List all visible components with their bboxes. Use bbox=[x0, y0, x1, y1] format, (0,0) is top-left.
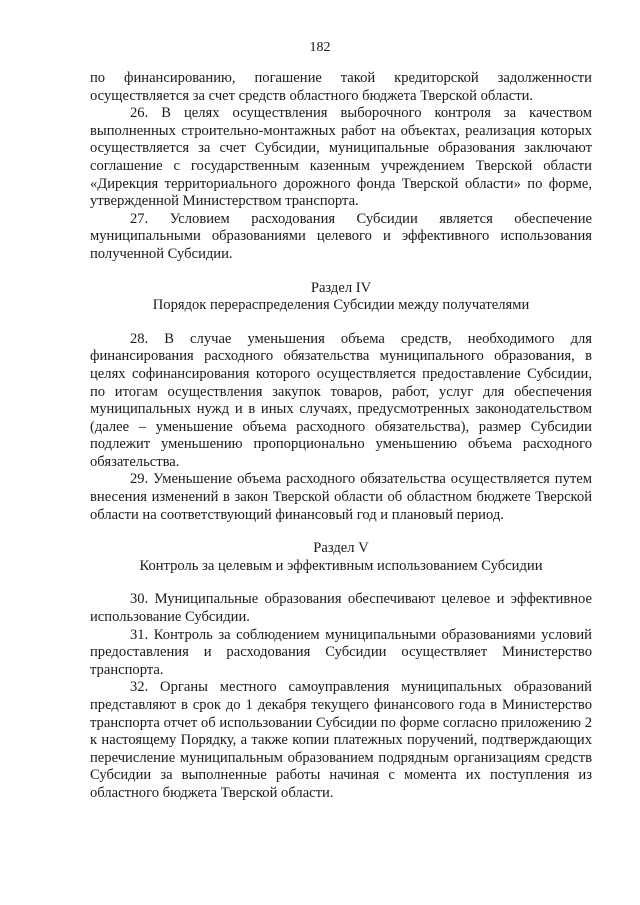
paragraph-28: 28. В случае уменьшения объема средств, необходимого для финансирования расходного обязательства муниципального образования, в целях софинансирования которого осуществляется предоставление Субсидии, по итогам осуществления закупок товаров, работ, услуг для обеспечения муниципальных нужд и в иных случаях, предусмотренных законодательством (далее – уменьшение объема расходного обязательства), размер Субсидии подлежит уменьшению пропорционально уменьшению объема расходного обязательства. bbox=[90, 330, 592, 470]
section-4-header bbox=[90, 280, 592, 315]
paragraph-32: 32. Органы местного самоуправления муниципальных образований представляют в срок до 1 декабря текущего финансового года в Министерство транспорта отчет об использовании Субсидии по форме согласно приложению 2 к настоящему Порядку, а также копии платежных поручений, подтверждающих перечисление муниципальным образованием подрядным организациям средств Субсидии за выполненные работы начиная с момента их поступления из областного бюджета Тверской области. bbox=[90, 679, 592, 801]
section-4-heading: Раздел IV bbox=[310, 279, 372, 296]
paragraph-29: 29. Уменьшение объема расходного обязательства осуществляется путем внесения изменений в закон Тверской области об областном бюджете Тверской области на соответствующий финансовый год и плановый период. bbox=[90, 471, 592, 523]
paragraph-26: 26. В целях осуществления выборочного контроля за качеством выполненных строительно-монтажных работ на объектах, реализация которых осуществляется за счет Субсидии, муниципальные образования заключают соглашение с государственным казенным учреждением Тверской области «Дирекция территориального дорожного фонда Тверской области» по форме, утвержденной Министерством транспорта. bbox=[90, 105, 592, 210]
section-5-heading: Раздел V bbox=[313, 540, 369, 557]
section-5-title: Контроль за целевым и эффективным использованием Субсидии bbox=[139, 557, 543, 574]
paragraph-continuation: по финансированию, погашение такой кредиторской задолженности осуществляется за счет средств областного бюджета Тверской области. bbox=[90, 70, 592, 104]
paragraph-27: 27. Условием расходования Субсидии является обеспечение муниципальными образованиями целевого и эффективного использования полученной Субсидии. bbox=[90, 210, 592, 262]
page-number: 182 bbox=[309, 40, 331, 55]
section-5-header bbox=[90, 540, 592, 575]
section-4-title: Порядок перераспределения Субсидии между получателями bbox=[152, 297, 530, 314]
paragraph-30: 30. Муниципальные образования обеспечивают целевое и эффективное использование Субсидии. bbox=[90, 591, 592, 626]
document-body bbox=[90, 70, 592, 803]
paragraph-31: 31. Контроль за соблюдением муниципальными образованиями условий предоставления и расходования Субсидии осуществляет Министерство транспорта. bbox=[90, 626, 592, 678]
